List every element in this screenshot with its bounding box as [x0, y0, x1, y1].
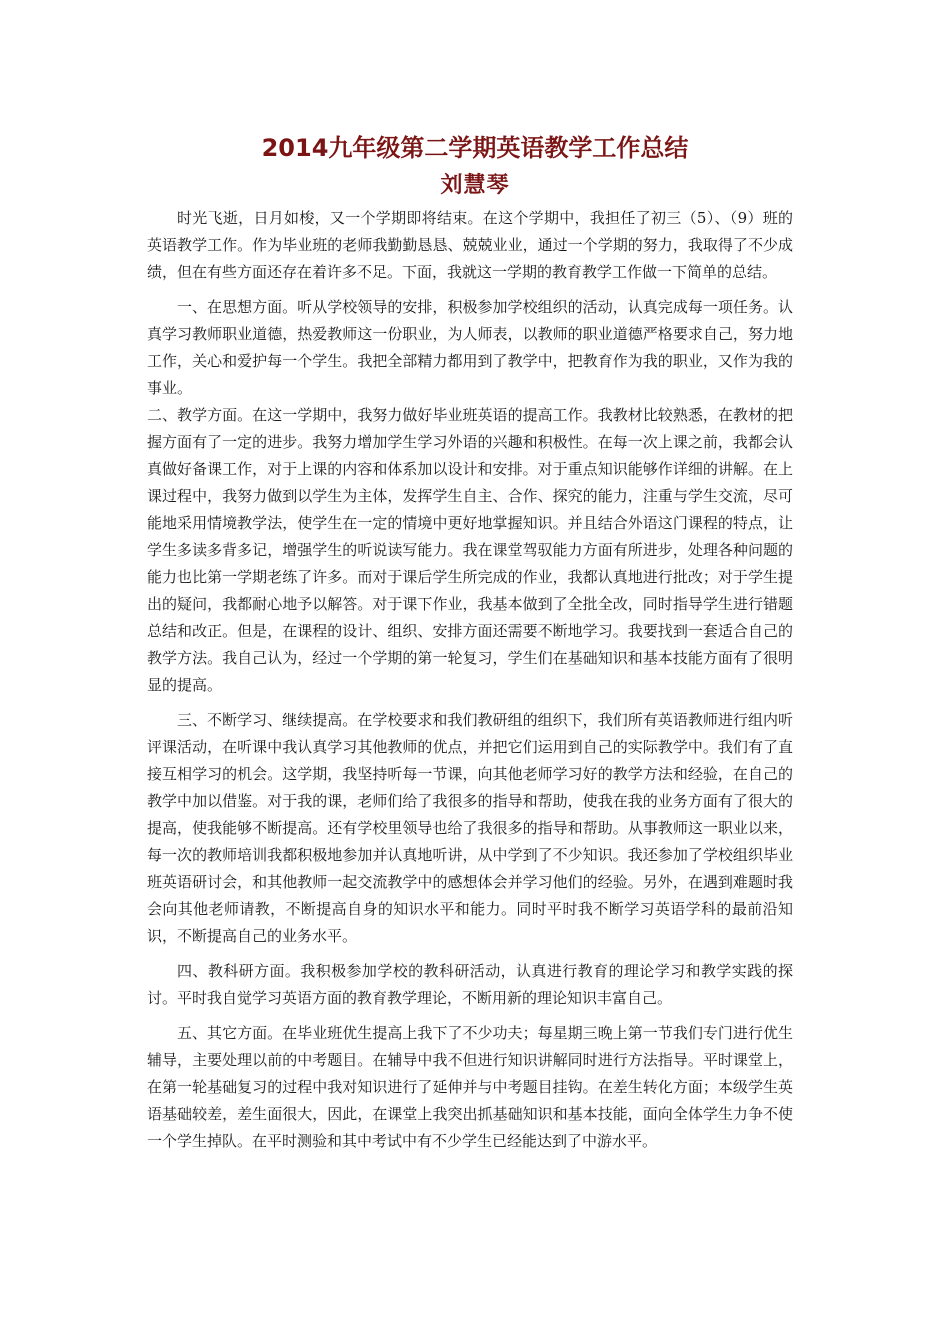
paragraph-thought: 一、在思想方面。听从学校领导的安排，积极参加学校组织的活动，认真完成每一项任务。认真学习教师职业道德，热爱教师这一份职业，为人师表，以教师的职业道德严格要求自己，努力地工作，关心和爱护每一个学生。我把全部精力都用到了教学中，把教育作为我的职业，又作为我的事业。	[147, 298, 793, 397]
paragraph-intro: 时光飞逝，日月如梭，又一个学期即将结束。在这个学期中，我担任了初三（5）、（9）班的英语教学工作。作为毕业班的老师我勤勤恳恳、兢兢业业，通过一个学期的努力，我取得了不少成绩，但在有些方面还存在着许多不足。下面，我就这一学期的教育教学工作做一下简单的总结。	[147, 209, 793, 281]
paragraph-other: 五、其它方面。在毕业班优生提高上我下了不少功夫；每星期三晚上第一节我们专门进行优生辅导，主要处理以前的中考题目。在辅导中我不但进行知识讲解同时进行方法指导。平时课堂上，在第一轮基础复习的过程中我对知识进行了延伸并与中考题目挂钩。在差生转化方面；本级学生英语基础较差，差生面很大，因此，在课堂上我突出抓基础知识和基本技能，面向全体学生力争不使一个学生掉队。在平时测验和其中考试中有不少学生已经能达到了中游水平。	[147, 1024, 793, 1150]
document-title: 2014九年级第二学期英语教学工作总结	[261, 134, 689, 162]
paragraph-research: 四、教科研方面。我积极参加学校的教科研活动，认真进行教育的理论学习和教学实践的探讨。平时我自觉学习英语方面的教育教学理论，不断用新的理论知识丰富自己。	[147, 962, 793, 1007]
paragraph-teaching: 二、教学方面。在这一学期中，我努力做好毕业班英语的提高工作。我教材比较熟悉，在教材的把握方面有了一定的进步。我努力增加学生学习外语的兴趣和积极性。在每一次上课之前，我都会认真做好备课工作，对于上课的内容和体系加以设计和安排。对于重点知识能够作详细的讲解。在上课过程中，我努力做到以学生为主体，发挥学生自主、合作、探究的能力，注重与学生交流，尽可能地采用情境教学法，使学生在一定的情境中更好地掌握知识。并且结合外语这门课程的特点，让学生多读多背多记，增强学生的听说读写能力。我在课堂驾驭能力方面有所进步，处理各种问题的能力也比第一学期老练了许多。而对于课后学生所完成的作业，我都认真地进行批改；对于学生提出的疑问，我都耐心地予以解答。对于课下作业，我基本做到了全批全改，同时指导学生进行错题总结和改正。但是，在课程的设计、组织、安排方面还需要不断地学习。我要找到一套适合自己的教学方法。我自己认为，经过一个学期的第一轮复习，学生们在基础知识和基本技能方面有了很明显的提高。	[147, 406, 793, 694]
author-name: 刘慧琴	[440, 173, 510, 198]
paragraph-learning: 三、不断学习、继续提高。在学校要求和我们教研组的组织下，我们所有英语教师进行组内听评课活动，在听课中我认真学习其他教师的优点，并把它们运用到自己的实际教学中。我们有了直接互相学习的机会。这学期，我坚持听每一节课，向其他老师学习好的教学方法和经验，在自己的教学中加以借鉴。对于我的课，老师们给了我很多的指导和帮助，使我在我的业务方面有了很大的提高，使我能够不断提高。还有学校里领导也给了我很多的指导和帮助。从事教师这一职业以来，每一次的教师培训我都积极地参加并认真地听讲，从中学到了不少知识。我还参加了学校组织毕业班英语研讨会，和其他教师一起交流教学中的感想体会并学习他们的经验。另外，在遇到难题时我会向其他老师请教，不断提高自身的知识水平和能力。同时平时我不断学习英语学科的最前沿知识，不断提高自己的业务水平。	[147, 711, 793, 945]
document-body	[147, 205, 793, 1163]
